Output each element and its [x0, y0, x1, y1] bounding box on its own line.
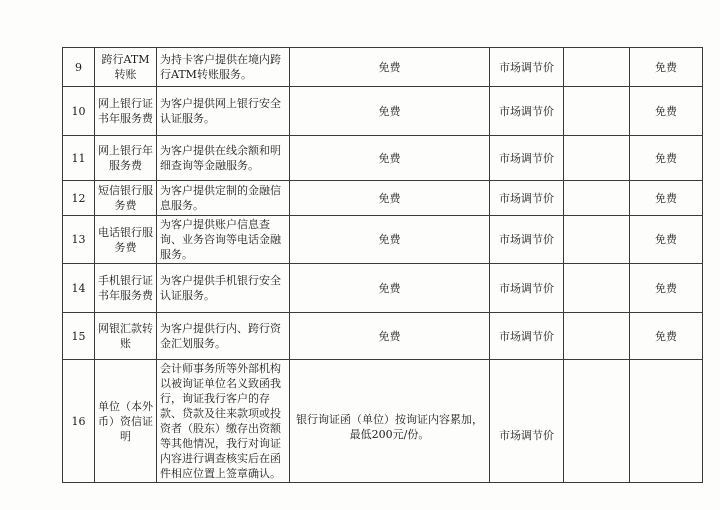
pricing-type: 市场调节价 — [490, 216, 564, 264]
table-row — [63, 360, 703, 483]
fee-price: 免费 — [290, 87, 490, 136]
fee-description: 会计师事务所等外部机构以被询证单位名义致函我行，询证我行客户的存款、贷款及往来款项或投资者（股东）缴存出资额等其他情况，我行对询证内容进行调查核实后在函件相应位置上签章确认。 — [157, 360, 290, 483]
fee-price: 银行询证函（单位）按询证内容累加，最低200元/份。 — [296, 413, 483, 441]
fee-name: 网上银行年服务费 — [95, 136, 157, 181]
empty-cell — [564, 313, 630, 360]
table-row — [63, 48, 703, 87]
fee-description: 为客户提供行内、跨行资金汇划服务。 — [157, 313, 290, 360]
row-number: 10 — [63, 87, 95, 136]
fee-table — [62, 47, 703, 483]
row-number: 14 — [63, 264, 95, 313]
fee-description: 为客户提供在线余额和明细查询等金融服务。 — [157, 136, 290, 181]
fee-price: 免费 — [290, 181, 490, 216]
fee-note: 免费 — [630, 313, 703, 360]
empty-cell — [564, 264, 630, 313]
fee-note: 免费 — [630, 264, 703, 313]
row-number: 12 — [63, 181, 95, 216]
fee-description: 为客户提供手机银行安全认证服务。 — [157, 264, 290, 313]
fee-price: 免费 — [290, 136, 490, 181]
row-number: 11 — [63, 136, 95, 181]
fee-name: 网银汇款转账 — [95, 313, 157, 360]
pricing-type: 市场调节价 — [490, 136, 564, 181]
fee-description: 为客户提供账户信息查询、业务咨询等电话金融服务。 — [157, 216, 290, 264]
pricing-type: 市场调节价 — [490, 48, 564, 87]
fee-note: 免费 — [630, 216, 703, 264]
fee-name: 跨行ATM转账 — [95, 48, 157, 87]
fee-description: 为客户提供网上银行安全认证服务。 — [157, 87, 290, 136]
pricing-type: 市场调节价 — [490, 87, 564, 136]
row-number: 13 — [63, 216, 95, 264]
fee-note — [630, 360, 703, 483]
fee-name: 电话银行服务费 — [95, 216, 157, 264]
table-row — [63, 181, 703, 216]
fee-name: 网上银行证书年服务费 — [95, 87, 157, 136]
pricing-type: 市场调节价 — [490, 181, 564, 216]
fee-price-cell — [290, 360, 490, 483]
pricing-type: 市场调节价 — [490, 360, 564, 483]
fee-note: 免费 — [630, 48, 703, 87]
pricing-type: 市场调节价 — [490, 313, 564, 360]
fee-price: 免费 — [290, 264, 490, 313]
fee-description: 为持卡客户提供在境内跨行ATM转账服务。 — [157, 48, 290, 87]
empty-cell — [564, 360, 630, 483]
pricing-type: 市场调节价 — [490, 264, 564, 313]
table-row — [63, 313, 703, 360]
empty-cell — [564, 216, 630, 264]
fee-price: 免费 — [290, 313, 490, 360]
fee-name: 单位（本外币）资信证明 — [95, 360, 157, 483]
fee-name: 手机银行证书年服务费 — [95, 264, 157, 313]
empty-cell — [564, 48, 630, 87]
row-number: 15 — [63, 313, 95, 360]
fee-note: 免费 — [630, 181, 703, 216]
fee-price: 免费 — [290, 216, 490, 264]
table-row — [63, 136, 703, 181]
empty-cell — [564, 181, 630, 216]
table-row — [63, 87, 703, 136]
fee-price: 免费 — [290, 48, 490, 87]
fee-note: 免费 — [630, 136, 703, 181]
row-number: 9 — [63, 48, 95, 87]
fee-name: 短信银行服务费 — [95, 181, 157, 216]
table-row — [63, 264, 703, 313]
table-row — [63, 216, 703, 264]
fee-note: 免费 — [630, 87, 703, 136]
row-number: 16 — [63, 360, 95, 483]
empty-cell — [564, 136, 630, 181]
fee-description: 为客户提供定制的金融信息服务。 — [157, 181, 290, 216]
empty-cell — [564, 87, 630, 136]
